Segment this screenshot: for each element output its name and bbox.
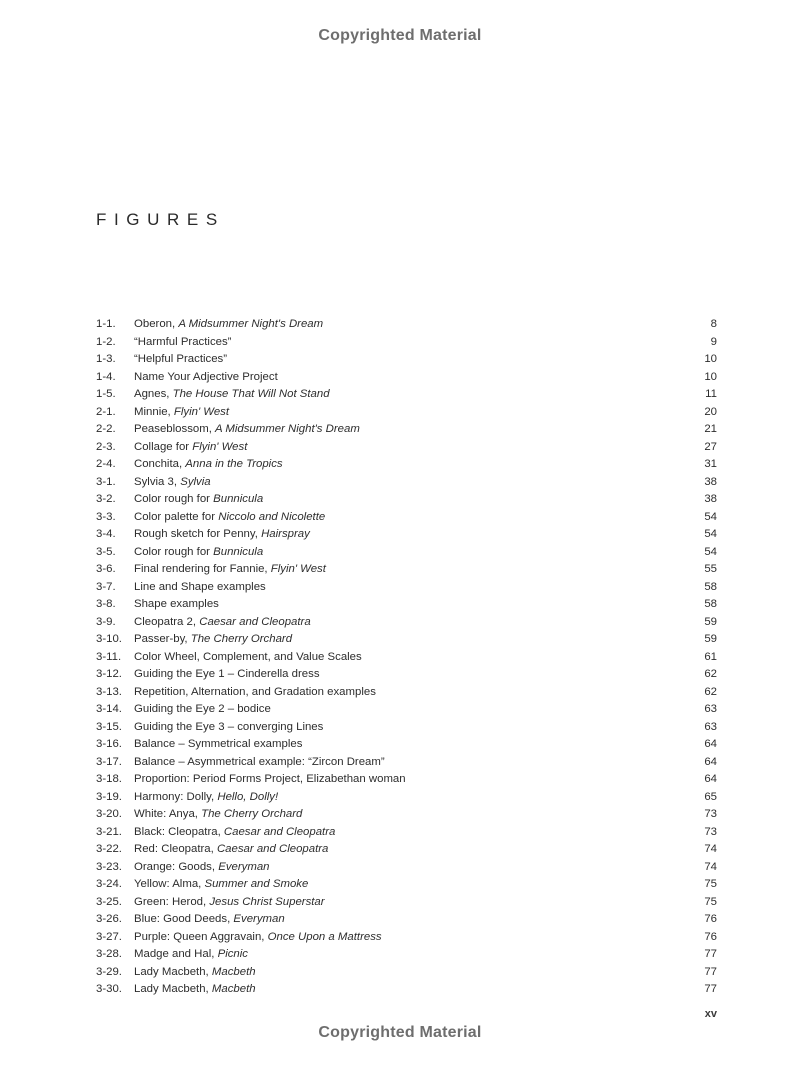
- figure-entry: [96, 509, 717, 527]
- figure-caption-title: Flyin' West: [192, 440, 248, 453]
- figure-caption: [134, 456, 283, 474]
- figure-caption: [134, 579, 266, 597]
- figure-number: 3-13.: [96, 685, 122, 698]
- figure-entry: [96, 684, 717, 702]
- figure-entry: [96, 719, 717, 737]
- figure-number: 3-25.: [96, 895, 122, 908]
- figure-number: 3-4.: [96, 528, 116, 540]
- figure-caption: [134, 789, 278, 807]
- figure-page-number: 54: [704, 545, 717, 558]
- figure-page-number: 54: [704, 510, 717, 523]
- figure-caption-text: Color Wheel, Complement, and Value Scales: [134, 650, 362, 663]
- figure-caption-text: Lady Macbeth,: [134, 983, 212, 995]
- figure-page-number: 38: [704, 475, 717, 488]
- figure-entry: [96, 474, 717, 492]
- figure-caption: [134, 684, 376, 702]
- figure-caption-text: Sylvia 3,: [134, 475, 181, 488]
- figure-caption: [134, 824, 335, 842]
- figure-caption-title: Hello, Dolly!: [217, 790, 279, 803]
- figure-caption-title: Once Upon a Mattress: [267, 930, 382, 943]
- figure-page-number: 59: [704, 615, 717, 628]
- figure-caption: [134, 491, 263, 509]
- figure-entry: [96, 579, 717, 597]
- figure-caption-text: Shape examples: [134, 598, 219, 610]
- figure-number: 1-3.: [96, 353, 116, 365]
- figure-caption-text: Guiding the Eye 3 – converging Lines: [134, 720, 324, 733]
- figure-page-number: 73: [704, 808, 717, 820]
- figure-page-number: 76: [704, 930, 717, 943]
- figure-entry: [96, 946, 717, 964]
- figure-entry: [96, 789, 717, 807]
- figure-number: 3-9.: [96, 615, 116, 628]
- figure-number: 3-7.: [96, 580, 116, 593]
- figure-entry: [96, 526, 717, 544]
- figure-number: 3-11.: [96, 650, 122, 663]
- figure-caption-text: Minnie,: [134, 405, 174, 418]
- figure-entry: [96, 894, 717, 912]
- figure-number: 3-22.: [96, 843, 122, 855]
- figure-caption: [134, 754, 385, 772]
- figure-number: 3-14.: [96, 703, 122, 715]
- figure-page-number: 10: [704, 370, 717, 383]
- figure-page-number: 64: [704, 738, 717, 750]
- figure-number: 2-4.: [96, 458, 116, 470]
- figure-number: 3-3.: [96, 510, 116, 523]
- figure-page-number: 74: [704, 843, 717, 855]
- figure-caption-text: Black: Cleopatra,: [134, 825, 224, 838]
- figure-caption-text: Peaseblossom,: [134, 423, 216, 435]
- figure-number: 3-12.: [96, 668, 122, 680]
- figure-entry: [96, 929, 717, 947]
- figure-page-number: 38: [704, 493, 717, 505]
- figure-entry: [96, 981, 717, 999]
- figure-entry: [96, 841, 717, 859]
- figure-caption-text: Repetition, Alternation, and Gradation examples: [134, 685, 376, 698]
- page-number: xv: [704, 1008, 717, 1020]
- figure-page-number: 64: [704, 755, 717, 768]
- figure-caption-text: Passer-by,: [134, 633, 191, 645]
- figure-caption: [134, 771, 406, 789]
- figure-caption-text: Guiding the Eye 2 – bodice: [134, 703, 271, 715]
- figure-caption-title: Macbeth: [211, 983, 256, 995]
- figure-number: 3-24.: [96, 878, 122, 890]
- page-title: FIGURES: [96, 210, 225, 230]
- figure-number: 1-5.: [96, 388, 116, 400]
- figure-page-number: 21: [704, 423, 717, 435]
- figure-caption-text: Blue: Good Deeds,: [134, 913, 234, 925]
- figure-caption-text: Name Your Adjective Project: [134, 370, 278, 383]
- figure-entry: [96, 964, 717, 982]
- figure-caption-title: Flyin' West: [270, 563, 326, 575]
- figure-caption-title: The House That Will Not Stand: [172, 388, 330, 400]
- figure-entry: [96, 596, 717, 614]
- figure-number: 3-16.: [96, 738, 122, 750]
- figure-caption: [134, 719, 323, 737]
- figure-page-number: 61: [704, 650, 717, 663]
- figure-caption: [134, 929, 382, 947]
- figure-number: 3-28.: [96, 948, 122, 960]
- figure-number: 1-2.: [96, 335, 116, 348]
- figure-entry: [96, 736, 717, 754]
- figure-caption-text: Rough sketch for Penny,: [134, 528, 262, 540]
- figure-caption-title: Sylvia: [180, 475, 211, 488]
- figure-page-number: 9: [710, 335, 717, 348]
- figure-page-number: 74: [704, 860, 717, 873]
- figure-number: 3-27.: [96, 930, 122, 943]
- figure-caption-text: “Harmful Practices”: [134, 335, 232, 348]
- figure-caption: [134, 911, 285, 929]
- figure-caption-title: Caesar and Cleopatra: [216, 843, 329, 855]
- copyright-watermark-top: Copyrighted Material: [318, 27, 482, 44]
- figure-caption-title: Jesus Christ Superstar: [209, 895, 325, 908]
- figure-page-number: 65: [704, 790, 717, 803]
- figure-number: 3-2.: [96, 493, 116, 505]
- figure-caption-text: Balance – Symmetrical examples: [134, 738, 303, 750]
- figure-caption: [134, 316, 323, 334]
- figure-caption: [134, 614, 311, 632]
- figure-entry: [96, 911, 717, 929]
- figure-page-number: 62: [704, 685, 717, 698]
- figure-caption-text: Final rendering for Fannie,: [134, 563, 271, 575]
- figure-caption-title: Picnic: [217, 948, 248, 960]
- figure-entry: [96, 421, 717, 439]
- figure-page-number: 27: [704, 440, 717, 453]
- figure-caption: [134, 369, 278, 387]
- figure-page-number: 64: [704, 773, 717, 785]
- figure-caption: [134, 474, 211, 492]
- figure-caption-title: Bunnicula: [213, 545, 264, 558]
- figure-caption-text: Guiding the Eye 1 – Cinderella dress: [134, 668, 320, 680]
- figure-caption-text: Orange: Goods,: [134, 860, 219, 873]
- figure-entry: [96, 456, 717, 474]
- figure-caption: [134, 964, 256, 982]
- figure-number: 3-26.: [96, 913, 122, 925]
- figure-number: 3-15.: [96, 720, 122, 733]
- figure-entry: [96, 544, 717, 562]
- figure-entry: [96, 614, 717, 632]
- figure-page-number: 77: [704, 983, 717, 995]
- figure-caption: [134, 666, 320, 684]
- figure-caption-text: Oberon,: [134, 318, 179, 330]
- figure-caption-title: Macbeth: [211, 965, 256, 978]
- figure-caption-text: Agnes,: [134, 388, 173, 400]
- figure-number: 3-5.: [96, 545, 116, 558]
- figure-caption-title: Summer and Smoke: [204, 878, 309, 890]
- figure-caption: [134, 894, 325, 912]
- figure-caption-title: Hairspray: [261, 528, 310, 540]
- figure-caption-text: Green: Herod,: [134, 895, 210, 908]
- figure-caption-text: Color palette for: [134, 510, 219, 523]
- figure-caption-text: Harmony: Dolly,: [134, 790, 218, 803]
- figure-caption-title: A Midsummer Night's Dream: [215, 423, 360, 435]
- figure-entry: [96, 631, 717, 649]
- figure-page-number: 77: [704, 965, 717, 978]
- figure-caption-title: A Midsummer Night's Dream: [178, 318, 324, 330]
- figure-caption: [134, 806, 302, 824]
- figure-entry: [96, 386, 717, 404]
- figure-number: 3-23.: [96, 860, 122, 873]
- figure-page-number: 63: [704, 720, 717, 733]
- figure-caption: [134, 981, 256, 999]
- figure-entry: [96, 824, 717, 842]
- figure-caption-text: Red: Cleopatra,: [134, 843, 217, 855]
- figure-caption-title: Caesar and Cleopatra: [199, 615, 311, 628]
- figure-page-number: 62: [704, 668, 717, 680]
- figure-page-number: 55: [704, 563, 717, 575]
- figure-page-number: 77: [704, 948, 717, 960]
- figure-number: 3-21.: [96, 825, 122, 838]
- figures-list: [96, 316, 717, 999]
- figure-caption-text: Color rough for: [134, 545, 214, 558]
- figure-caption: [134, 631, 292, 649]
- figure-entry: [96, 369, 717, 387]
- figure-caption: [134, 334, 231, 352]
- figure-number: 1-1.: [96, 318, 116, 330]
- figure-number: 3-20.: [96, 808, 122, 820]
- figure-caption-title: The Cherry Orchard: [201, 808, 303, 820]
- figure-entry: [96, 351, 717, 369]
- figure-number: 2-1.: [96, 405, 116, 418]
- figure-number: 3-8.: [96, 598, 116, 610]
- figure-caption-title: The Cherry Orchard: [190, 633, 293, 645]
- figure-caption: [134, 404, 229, 422]
- figure-caption-text: Madge and Hal,: [134, 948, 218, 960]
- figure-caption: [134, 736, 302, 754]
- figure-caption-text: Purple: Queen Aggravain,: [134, 930, 268, 943]
- figure-entry: [96, 334, 717, 352]
- figure-page-number: 58: [704, 580, 717, 593]
- figure-caption-text: Yellow: Alma,: [134, 878, 205, 890]
- figure-caption-text: “Helpful Practices”: [134, 353, 228, 365]
- figure-page-number: 63: [704, 703, 717, 715]
- figure-caption-title: Bunnicula: [213, 493, 264, 505]
- figure-number: 3-10.: [96, 633, 122, 645]
- figure-entry: [96, 701, 717, 719]
- figure-entry: [96, 491, 717, 509]
- figure-caption-text: White: Anya,: [134, 808, 202, 820]
- figure-caption: [134, 544, 263, 562]
- figure-caption: [134, 386, 330, 404]
- figure-page-number: 58: [704, 598, 717, 610]
- figure-caption: [134, 526, 310, 544]
- figure-page-number: 20: [704, 405, 717, 418]
- figure-page-number: 8: [710, 318, 717, 330]
- figure-caption: [134, 701, 271, 719]
- figure-entry: [96, 404, 717, 422]
- figure-caption-title: Flyin' West: [173, 405, 230, 418]
- figure-page-number: 59: [704, 633, 717, 645]
- figure-number: 2-3.: [96, 440, 116, 453]
- figure-caption-title: Everyman: [218, 860, 270, 873]
- figure-caption: [134, 649, 362, 667]
- figure-entry: [96, 876, 717, 894]
- figure-caption-text: Cleopatra 2,: [134, 615, 200, 628]
- figure-caption: [134, 841, 328, 859]
- figure-page-number: 76: [704, 913, 717, 925]
- figure-caption: [134, 876, 308, 894]
- figure-number: 3-17.: [96, 755, 122, 768]
- figure-caption-text: Conchita,: [134, 458, 186, 470]
- figure-caption: [134, 439, 247, 457]
- figure-entry: [96, 859, 717, 877]
- figure-entry: [96, 666, 717, 684]
- figure-entry: [96, 754, 717, 772]
- figure-page-number: 11: [705, 388, 717, 400]
- figure-entry: [96, 649, 717, 667]
- figure-caption-title: Caesar and Cleopatra: [223, 825, 336, 838]
- figure-caption-text: Color rough for: [134, 493, 214, 505]
- figure-caption-title: Everyman: [233, 913, 285, 925]
- figure-caption: [134, 596, 219, 614]
- figure-page-number: 10: [704, 353, 717, 365]
- figure-caption: [134, 859, 270, 877]
- figure-entry: [96, 561, 717, 579]
- figure-caption-text: Line and Shape examples: [134, 580, 266, 593]
- figure-number: 2-2.: [96, 423, 116, 435]
- figure-caption-text: Balance – Asymmetrical example: “Zircon Dream”: [134, 755, 385, 768]
- figure-number: 3-6.: [96, 563, 116, 575]
- figure-page-number: 75: [704, 895, 717, 908]
- figure-number: 3-18.: [96, 773, 122, 785]
- figure-caption-title: Anna in the Tropics: [185, 458, 283, 470]
- figure-page-number: 75: [704, 878, 717, 890]
- figure-number: 3-19.: [96, 790, 122, 803]
- figure-page-number: 31: [704, 458, 717, 470]
- figure-entry: [96, 316, 717, 334]
- figure-number: 3-30.: [96, 983, 122, 995]
- copyright-watermark-bottom: Copyrighted Material: [318, 1024, 482, 1041]
- figure-caption: [134, 509, 325, 527]
- figure-caption-text: Lady Macbeth,: [134, 965, 212, 978]
- figure-caption-text: Proportion: Period Forms Project, Elizabethan woman: [134, 773, 406, 785]
- figure-caption-text: Collage for: [134, 440, 193, 453]
- figure-number: 3-1.: [96, 475, 116, 488]
- figure-page-number: 54: [704, 528, 717, 540]
- figure-caption: [134, 946, 248, 964]
- figure-number: 1-4.: [96, 370, 116, 383]
- figure-number: 3-29.: [96, 965, 122, 978]
- figure-caption: [134, 421, 360, 439]
- figure-entry: [96, 806, 717, 824]
- figure-page-number: 73: [704, 825, 717, 838]
- figure-caption: [134, 351, 227, 369]
- figure-entry: [96, 439, 717, 457]
- figure-caption-title: Niccolo and Nicolette: [218, 510, 326, 523]
- figure-entry: [96, 771, 717, 789]
- figure-caption: [134, 561, 326, 579]
